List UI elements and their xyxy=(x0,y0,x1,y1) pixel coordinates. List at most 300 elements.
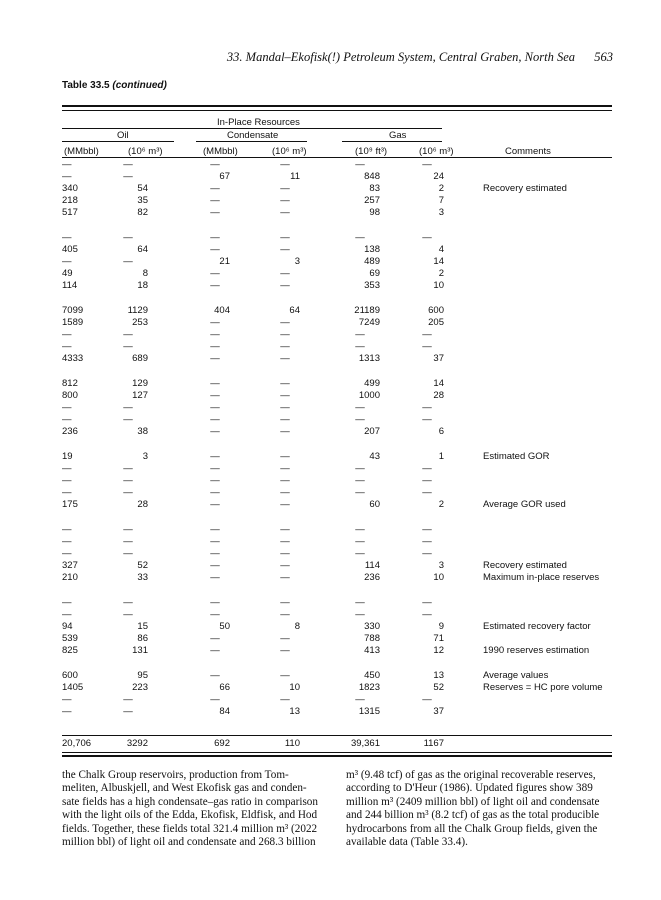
cell-condensate-m3: — xyxy=(280,426,290,437)
cell-gas-m3: — xyxy=(422,159,432,170)
cell-gas-m3: — xyxy=(422,597,432,608)
table-row xyxy=(0,159,661,171)
cell-condensate-m3: 3 xyxy=(294,256,300,267)
cell-oil-m3: 33 xyxy=(137,572,148,583)
body-line: according to D'Heur (1986). Updated figures show 389 xyxy=(346,782,593,795)
cell-oil-mmbbl: 175 xyxy=(62,499,78,510)
body-line: meliten, Albuskjell, and West Ekofisk gas and conden- xyxy=(62,782,307,795)
cell-gas-ft3: — xyxy=(355,414,365,425)
cell-oil-mmbbl: 7099 xyxy=(62,305,84,316)
cell-oil-m3: — xyxy=(123,609,133,620)
cell-condensate-m3: — xyxy=(280,499,290,510)
cell-gas-m3: 12 xyxy=(433,645,444,656)
body-line: m³ (9.48 tcf) of gas as the original recoverable reserves, xyxy=(346,769,596,781)
cell-oil-mmbbl: — xyxy=(62,329,72,340)
cell-condensate-mmbbl: — xyxy=(210,183,220,194)
header-in-place-resources: In-Place Resources xyxy=(217,117,300,128)
cell-condensate-mmbbl: 66 xyxy=(219,682,230,693)
cell-oil-mmbbl: 114 xyxy=(62,280,78,291)
cell-gas-m3: — xyxy=(422,548,432,559)
cell-condensate-mmbbl: — xyxy=(210,268,220,279)
cell-gas-ft3: 83 xyxy=(369,183,380,194)
table-row xyxy=(0,572,661,584)
cell-condensate-mmbbl: — xyxy=(210,572,220,583)
cell-gas-ft3: — xyxy=(355,597,365,608)
body-text-left-column xyxy=(62,769,328,849)
cell-gas-ft3: 499 xyxy=(364,378,380,389)
cell-condensate-mmbbl: — xyxy=(210,195,220,206)
total-condensate-m3: 110 xyxy=(284,738,300,749)
cell-gas-ft3: — xyxy=(355,341,365,352)
header-bottom-rule xyxy=(62,157,612,158)
cell-oil-mmbbl: — xyxy=(62,159,72,170)
cell-condensate-m3: 11 xyxy=(290,171,300,182)
table-top-rule xyxy=(62,105,612,107)
cell-comment: Maximum in-place reserves xyxy=(483,572,600,583)
cell-gas-m3: — xyxy=(422,609,432,620)
cell-gas-m3: — xyxy=(422,329,432,340)
cell-gas-m3: 4 xyxy=(438,244,444,255)
cell-gas-m3: 205 xyxy=(428,317,444,328)
cell-condensate-m3: — xyxy=(280,159,290,170)
table-row xyxy=(0,463,661,475)
table-caption-suffix: (continued) xyxy=(112,80,167,91)
table-top-rule-thin xyxy=(62,110,612,111)
cell-oil-mmbbl: 517 xyxy=(62,207,78,218)
totals-row xyxy=(0,738,661,750)
cell-condensate-m3: — xyxy=(280,475,290,486)
body-line: fields. Together, these fields total 321.4 million m³ (2022 xyxy=(62,822,318,835)
cell-condensate-m3: — xyxy=(280,244,290,255)
cell-condensate-mmbbl: — xyxy=(210,159,220,170)
cell-comment: Average values xyxy=(483,670,549,681)
cell-condensate-m3: — xyxy=(280,524,290,535)
cell-condensate-m3: — xyxy=(280,414,290,425)
cell-gas-m3: — xyxy=(422,414,432,425)
body-line: the Chalk Group reservoirs, production from Tom- xyxy=(62,769,289,781)
cell-condensate-mmbbl: — xyxy=(210,524,220,535)
cell-oil-mmbbl: 94 xyxy=(62,621,73,632)
cell-oil-m3: — xyxy=(123,487,133,498)
cell-condensate-m3: 8 xyxy=(294,621,300,632)
table-row xyxy=(0,621,661,633)
cell-oil-m3: — xyxy=(123,536,133,547)
body-line: million m³ (2409 million bbl) of light oil and condensate xyxy=(346,795,600,808)
total-oil-mmbbl: 20,706 xyxy=(62,738,92,749)
table-row xyxy=(0,402,661,414)
header-condensate-underline xyxy=(196,141,307,142)
cell-condensate-mmbbl: — xyxy=(210,341,220,352)
body-line: hydrocarbons from all the Chalk Group fields, given the xyxy=(346,822,598,835)
cell-oil-m3: 38 xyxy=(137,426,148,437)
cell-gas-ft3: — xyxy=(355,524,365,535)
cell-condensate-mmbbl: 50 xyxy=(219,621,230,632)
cell-comment: Average GOR used xyxy=(483,499,566,510)
cell-oil-mmbbl: — xyxy=(62,524,72,535)
cell-comment: 1990 reserves estimation xyxy=(483,645,590,656)
cell-condensate-mmbbl: — xyxy=(210,548,220,559)
cell-condensate-mmbbl: — xyxy=(210,536,220,547)
table-row xyxy=(0,390,661,402)
unit-gas-ft3: (10⁹ ft³) xyxy=(355,146,388,157)
table-row xyxy=(0,256,661,268)
body-line: with the light oils of the Edda, Ekofisk, Eldfisk, and Hod xyxy=(62,809,318,822)
cell-gas-ft3: 7249 xyxy=(358,317,380,328)
cell-comment: Recovery estimated xyxy=(483,183,567,194)
cell-gas-m3: 71 xyxy=(433,633,444,644)
table-row xyxy=(0,414,661,426)
table-bottom-rule xyxy=(62,752,612,753)
cell-gas-ft3: — xyxy=(355,548,365,559)
cell-oil-m3: 82 xyxy=(137,207,148,218)
cell-oil-m3: 1129 xyxy=(127,305,148,316)
cell-gas-m3: 52 xyxy=(433,682,444,693)
table-row xyxy=(0,645,661,657)
cell-gas-m3: 2 xyxy=(438,183,444,194)
cell-oil-m3: — xyxy=(123,524,133,535)
cell-condensate-mmbbl: — xyxy=(210,560,220,571)
table-row xyxy=(0,353,661,365)
cell-gas-ft3: 489 xyxy=(364,256,380,267)
cell-oil-mmbbl: 405 xyxy=(62,244,78,255)
cell-oil-mmbbl: 340 xyxy=(62,183,78,194)
table-row xyxy=(0,682,661,694)
cell-condensate-m3: — xyxy=(280,390,290,401)
cell-condensate-mmbbl: — xyxy=(210,487,220,498)
cell-condensate-m3: — xyxy=(280,572,290,583)
header-comments: Comments xyxy=(505,146,551,157)
cell-gas-m3: 28 xyxy=(433,390,444,401)
cell-gas-m3: — xyxy=(422,232,432,243)
cell-gas-m3: 6 xyxy=(438,426,444,437)
cell-oil-m3: 131 xyxy=(132,645,148,656)
cell-oil-m3: — xyxy=(123,463,133,474)
cell-condensate-m3: — xyxy=(280,609,290,620)
cell-condensate-mmbbl: — xyxy=(210,597,220,608)
cell-gas-ft3: — xyxy=(355,329,365,340)
cell-gas-ft3: 138 xyxy=(364,244,380,255)
cell-oil-m3: 8 xyxy=(142,268,148,279)
cell-condensate-mmbbl: — xyxy=(210,609,220,620)
cell-oil-m3: 127 xyxy=(132,390,148,401)
cell-oil-mmbbl: 49 xyxy=(62,268,73,279)
unit-condensate-mmbbl: (MMbbl) xyxy=(203,146,238,157)
cell-gas-ft3: 236 xyxy=(364,572,380,583)
cell-oil-m3: 689 xyxy=(132,353,148,364)
cell-condensate-mmbbl: 67 xyxy=(219,171,230,182)
table-row xyxy=(0,560,661,572)
header-oil-underline xyxy=(62,141,174,142)
cell-gas-ft3: 450 xyxy=(364,670,380,681)
cell-condensate-m3: — xyxy=(280,207,290,218)
total-gas-m3: 1167 xyxy=(423,738,444,749)
cell-gas-m3: — xyxy=(422,487,432,498)
cell-condensate-m3: — xyxy=(280,378,290,389)
cell-oil-mmbbl: — xyxy=(62,597,72,608)
header-gas: Gas xyxy=(389,130,407,141)
cell-condensate-m3: 13 xyxy=(289,706,300,717)
total-condensate-mmbbl: 692 xyxy=(214,738,230,749)
cell-condensate-m3: — xyxy=(280,560,290,571)
cell-condensate-mmbbl: 84 xyxy=(219,706,230,717)
cell-gas-ft3: — xyxy=(355,463,365,474)
cell-oil-mmbbl: — xyxy=(62,487,72,498)
cell-oil-m3: — xyxy=(123,597,133,608)
header-oil: Oil xyxy=(117,130,129,141)
table-row xyxy=(0,378,661,390)
cell-gas-m3: 600 xyxy=(428,305,444,316)
cell-oil-mmbbl: 1405 xyxy=(62,682,84,693)
cell-condensate-mmbbl: 21 xyxy=(219,256,230,267)
cell-oil-mmbbl: 327 xyxy=(62,560,78,571)
cell-gas-m3: 10 xyxy=(433,572,444,583)
cell-oil-m3: — xyxy=(123,171,133,182)
unit-gas-m3: (10⁶ m³) xyxy=(419,146,454,157)
cell-condensate-mmbbl: — xyxy=(210,232,220,243)
table-row xyxy=(0,536,661,548)
cell-gas-m3: — xyxy=(422,341,432,352)
cell-oil-mmbbl: 4333 xyxy=(62,353,84,364)
table-row xyxy=(0,329,661,341)
cell-gas-ft3: — xyxy=(355,694,365,705)
cell-condensate-mmbbl: — xyxy=(210,390,220,401)
unit-oil-m3: (10⁶ m³) xyxy=(128,146,163,157)
cell-comment: Estimated GOR xyxy=(483,451,550,462)
cell-gas-ft3: — xyxy=(355,475,365,486)
cell-condensate-m3: — xyxy=(280,536,290,547)
table-row xyxy=(0,487,661,499)
totals-top-rule xyxy=(62,735,612,736)
cell-condensate-m3: — xyxy=(280,487,290,498)
cell-gas-m3: 13 xyxy=(433,670,444,681)
cell-oil-m3: — xyxy=(123,414,133,425)
cell-gas-m3: 3 xyxy=(438,560,444,571)
table-row xyxy=(0,171,661,183)
cell-oil-mmbbl: — xyxy=(62,609,72,620)
cell-oil-m3: 35 xyxy=(137,195,148,206)
cell-condensate-mmbbl: — xyxy=(210,402,220,413)
cell-comment: Estimated recovery factor xyxy=(483,621,591,632)
cell-gas-m3: 2 xyxy=(438,268,444,279)
cell-gas-m3: — xyxy=(422,524,432,535)
cell-condensate-mmbbl: — xyxy=(210,426,220,437)
cell-oil-mmbbl: — xyxy=(62,475,72,486)
cell-oil-mmbbl: 1589 xyxy=(62,317,84,328)
header-gas-underline xyxy=(342,141,442,142)
cell-gas-ft3: — xyxy=(355,536,365,547)
cell-gas-ft3: 353 xyxy=(364,280,380,291)
cell-gas-m3: 10 xyxy=(433,280,444,291)
cell-gas-m3: 14 xyxy=(433,378,444,389)
cell-gas-m3: — xyxy=(422,463,432,474)
table-row xyxy=(0,451,661,463)
cell-gas-m3: — xyxy=(422,475,432,486)
cell-condensate-mmbbl: — xyxy=(210,317,220,328)
cell-gas-ft3: 98 xyxy=(369,207,380,218)
cell-gas-ft3: 413 xyxy=(364,645,380,656)
cell-oil-mmbbl: — xyxy=(62,706,72,717)
table-row xyxy=(0,426,661,438)
cell-condensate-m3: — xyxy=(280,329,290,340)
cell-oil-m3: 3 xyxy=(142,451,148,462)
header-group-underline xyxy=(62,128,442,129)
cell-condensate-m3: — xyxy=(280,183,290,194)
table-row xyxy=(0,341,661,353)
table-row xyxy=(0,609,661,621)
cell-gas-ft3: 21189 xyxy=(354,305,380,316)
cell-oil-m3: 253 xyxy=(132,317,148,328)
cell-oil-mmbbl: — xyxy=(62,536,72,547)
table-row xyxy=(0,305,661,317)
cell-condensate-mmbbl: — xyxy=(210,670,220,681)
cell-gas-m3: 24 xyxy=(433,171,444,182)
body-line: sate fields has a high condensate–gas ratio in comparison xyxy=(62,795,318,808)
cell-oil-mmbbl: 812 xyxy=(62,378,78,389)
table-row xyxy=(0,670,661,682)
unit-oil-mmbbl: (MMbbl) xyxy=(64,146,99,157)
cell-condensate-mmbbl: — xyxy=(210,645,220,656)
cell-condensate-mmbbl: — xyxy=(210,633,220,644)
cell-condensate-m3: 10 xyxy=(289,682,300,693)
cell-gas-ft3: 207 xyxy=(364,426,380,437)
table-row xyxy=(0,317,661,329)
cell-oil-mmbbl: — xyxy=(62,171,72,182)
cell-oil-m3: — xyxy=(123,341,133,352)
cell-gas-m3: — xyxy=(422,402,432,413)
cell-condensate-mmbbl: — xyxy=(210,353,220,364)
body-line: available data (Table 33.4). xyxy=(346,836,468,849)
cell-oil-m3: — xyxy=(123,256,133,267)
cell-condensate-m3: — xyxy=(280,633,290,644)
cell-oil-m3: 15 xyxy=(137,621,148,632)
cell-oil-mmbbl: 218 xyxy=(62,195,78,206)
cell-oil-m3: — xyxy=(123,402,133,413)
cell-oil-mmbbl: — xyxy=(62,341,72,352)
cell-gas-ft3: 43 xyxy=(369,451,380,462)
table-row xyxy=(0,183,661,195)
cell-oil-m3: — xyxy=(123,694,133,705)
cell-oil-m3: — xyxy=(123,706,133,717)
cell-oil-mmbbl: 800 xyxy=(62,390,78,401)
cell-gas-ft3: 257 xyxy=(364,195,380,206)
total-oil-m3: 3292 xyxy=(126,738,148,749)
cell-condensate-mmbbl: — xyxy=(210,451,220,462)
table-row xyxy=(0,475,661,487)
table-row xyxy=(0,633,661,645)
cell-oil-m3: 54 xyxy=(137,183,148,194)
cell-oil-mmbbl: 210 xyxy=(62,572,78,583)
cell-gas-ft3: — xyxy=(355,159,365,170)
running-header xyxy=(0,50,661,66)
cell-condensate-mmbbl: — xyxy=(210,463,220,474)
cell-condensate-m3: — xyxy=(280,548,290,559)
cell-condensate-m3: — xyxy=(280,694,290,705)
table-row xyxy=(0,268,661,280)
cell-gas-ft3: — xyxy=(355,609,365,620)
page-number: 563 xyxy=(594,50,613,64)
cell-oil-mmbbl: 600 xyxy=(62,670,78,681)
cell-gas-ft3: 788 xyxy=(364,633,380,644)
cell-condensate-m3: — xyxy=(280,597,290,608)
cell-gas-m3: 9 xyxy=(438,621,444,632)
cell-condensate-mmbbl: — xyxy=(210,694,220,705)
cell-oil-m3: — xyxy=(123,232,133,243)
cell-condensate-mmbbl: — xyxy=(210,378,220,389)
cell-oil-mmbbl: — xyxy=(62,548,72,559)
cell-condensate-m3: — xyxy=(280,353,290,364)
cell-gas-m3: — xyxy=(422,694,432,705)
cell-condensate-mmbbl: — xyxy=(210,207,220,218)
cell-oil-m3: 95 xyxy=(137,670,148,681)
cell-oil-m3: — xyxy=(123,475,133,486)
cell-gas-m3: 37 xyxy=(433,353,444,364)
body-line: million bbl) of light oil and condensate and 268.3 billion xyxy=(62,836,316,849)
cell-gas-m3: — xyxy=(422,536,432,547)
table-label: Table 33.5 xyxy=(62,80,110,91)
cell-condensate-mmbbl: — xyxy=(210,280,220,291)
cell-oil-m3: 223 xyxy=(132,682,148,693)
cell-oil-m3: — xyxy=(123,329,133,340)
body-text-right-column xyxy=(346,769,612,849)
cell-condensate-mmbbl: 404 xyxy=(214,305,230,316)
body-line: and 244 billion m³ (8.2 tcf) of gas as the total producible xyxy=(346,809,600,822)
cell-oil-m3: — xyxy=(123,159,133,170)
cell-gas-ft3: 60 xyxy=(369,499,380,510)
cell-oil-m3: 86 xyxy=(137,633,148,644)
header-condensate: Condensate xyxy=(227,130,279,141)
cell-condensate-m3: — xyxy=(280,463,290,474)
cell-gas-ft3: 69 xyxy=(369,268,380,279)
table-row xyxy=(0,232,661,244)
total-gas-ft3: 39,361 xyxy=(350,738,380,749)
cell-condensate-mmbbl: — xyxy=(210,499,220,510)
cell-condensate-m3: — xyxy=(280,268,290,279)
cell-oil-m3: 52 xyxy=(137,560,148,571)
table-caption xyxy=(62,80,167,91)
cell-condensate-m3: — xyxy=(280,317,290,328)
running-header-title: 33. Mandal–Ekofisk(!) Petroleum System, Central Graben, North Sea xyxy=(226,50,575,64)
unit-condensate-m3: (10⁶ m³) xyxy=(272,146,307,157)
cell-oil-mmbbl: 825 xyxy=(62,645,78,656)
table-row xyxy=(0,499,661,511)
cell-condensate-mmbbl: — xyxy=(210,329,220,340)
cell-gas-m3: 37 xyxy=(433,706,444,717)
cell-gas-m3: 2 xyxy=(438,499,444,510)
cell-oil-mmbbl: 539 xyxy=(62,633,78,644)
table-row xyxy=(0,244,661,256)
cell-condensate-mmbbl: — xyxy=(210,244,220,255)
cell-oil-mmbbl: 236 xyxy=(62,426,78,437)
table-row xyxy=(0,195,661,207)
cell-gas-ft3: 330 xyxy=(364,621,380,632)
cell-gas-m3: 3 xyxy=(438,207,444,218)
cell-oil-mmbbl: — xyxy=(62,256,72,267)
cell-gas-ft3: 1823 xyxy=(358,682,380,693)
cell-oil-mmbbl: — xyxy=(62,232,72,243)
cell-gas-m3: 7 xyxy=(438,195,444,206)
cell-condensate-m3: 64 xyxy=(289,305,300,316)
cell-condensate-m3: — xyxy=(280,645,290,656)
cell-gas-ft3: 114 xyxy=(364,560,380,571)
cell-condensate-m3: — xyxy=(280,670,290,681)
table-row xyxy=(0,694,661,706)
cell-oil-mmbbl: — xyxy=(62,414,72,425)
cell-oil-mmbbl: 19 xyxy=(62,451,73,462)
cell-condensate-m3: — xyxy=(280,195,290,206)
cell-gas-ft3: 1315 xyxy=(358,706,380,717)
table-row xyxy=(0,207,661,219)
table-row xyxy=(0,597,661,609)
